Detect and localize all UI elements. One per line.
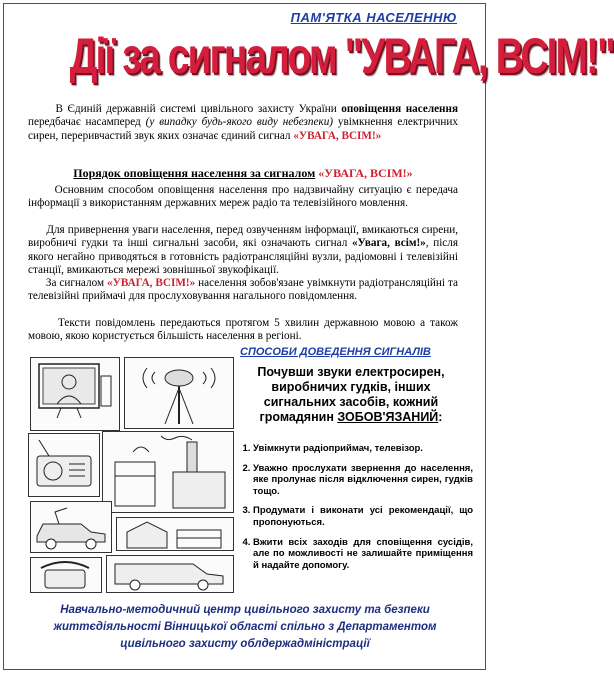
paragraph-2-signal: «Увага, всім!»	[351, 237, 426, 250]
paragraph-2-text-1: Для привернення уваги населення, перед озвученням інформації, вмикаються сирени, виробничі гудки та інші сигнальні засоби, які означають сигнал	[28, 224, 459, 250]
procedure-heading	[28, 166, 458, 181]
factory-whistle-icon	[102, 431, 234, 513]
siren-tower-icon	[124, 357, 234, 429]
step-item: 4. Вжити всіх заходів для сповіщення сусідів, але по можливості не залишайте приміщення й надайте допомогу.	[253, 537, 473, 572]
paragraph-3-text-2: населення зобов'язане увімкнути радіотрансляційні та телевізійні приймачі для прослуховування нагального повідомлення.	[28, 277, 458, 303]
step-item: 1. Увімкнути радіоприймач, телевізор.	[253, 443, 473, 455]
intro-italic: (у випадку будь-якого виду небезпеки)	[145, 116, 334, 129]
procedure-heading-signal: «УВАГА, ВСІМ!»	[318, 166, 413, 180]
step-item: 2. Уважно прослухати звернення до населення, яке пролунає після відключення сирен, гудків тощо.	[253, 463, 473, 498]
phone-icon	[30, 557, 102, 593]
paragraph-2-text-2: , після якого негайно приводяться в готовність радіотрансляційні вузли, радіомовні і телевізійні станції, вмикаються мережі зовнішньої звукофікації.	[28, 237, 459, 277]
memo-label: ПАМ'ЯТКА НАСЕЛЕННЮ	[290, 10, 457, 25]
intro-paragraph	[28, 103, 458, 143]
procedure-heading-text: Порядок оповіщення населення за сигналом	[73, 166, 316, 180]
illustration-collage	[28, 357, 233, 592]
car-loudspeaker-icon	[30, 501, 112, 553]
paragraph-4	[28, 317, 458, 344]
van-icon	[106, 555, 234, 593]
means-heading: СПОСОБИ ДОВЕДЕННЯ СИГНАЛІВ	[240, 346, 431, 358]
obliged-word: ЗОБОВ'ЯЗАНИЙ	[337, 410, 439, 424]
page-title: Дії за сигналом "УВАГА, ВСІМ!"	[69, 28, 614, 84]
intro-text-2: передбачає насамперед	[28, 116, 146, 129]
radio-icon	[28, 433, 100, 497]
steps-list	[237, 443, 473, 579]
heard-text: Почувши звуки електросирен, виробничих гудків, інших сигнальних засобів, кожний громадянин	[257, 365, 445, 424]
paragraph-3	[28, 277, 458, 304]
tv-announcer-icon	[30, 357, 120, 431]
paragraph-3-text-1: За сигналом	[45, 277, 108, 289]
heard-block	[245, 365, 457, 425]
house-icon	[116, 517, 234, 551]
heard-colon: :	[438, 410, 443, 424]
paragraph-2	[28, 224, 458, 278]
paragraph-4-text: Тексти повідомлень передаються протягом 5 хвилин державною мовою а також мовою, якою користується більшість населення в регіоні.	[28, 317, 459, 343]
intro-text-3: увімкнення електричних сирен, переривчастий звук яких означає єдиний сигнал	[28, 116, 458, 142]
paragraph-1	[28, 184, 458, 211]
step-item: 3. Продумати і виконати усі рекомендації, що пропонуються.	[253, 505, 473, 528]
intro-signal: «УВАГА, ВСІМ!»	[293, 129, 382, 142]
intro-bold: оповіщення населення	[341, 103, 459, 115]
intro-text-1: В Єдиній державній системі цивільного захисту України	[55, 103, 342, 115]
paragraph-1-text: Основним способом оповіщення населення про надзвичайну ситуацію є передача інформації з використанням державних мереж радіо та телевізійного мовлення.	[28, 184, 458, 210]
footer-credits: Навчально-методичний центр цивільного захисту та безпеки життєдіяльності Вінницької області спільно з Департаментом цивільного захисту облдержадміністрації	[53, 604, 437, 650]
paragraph-3-signal: «УВАГА, ВСІМ!»	[107, 277, 196, 289]
